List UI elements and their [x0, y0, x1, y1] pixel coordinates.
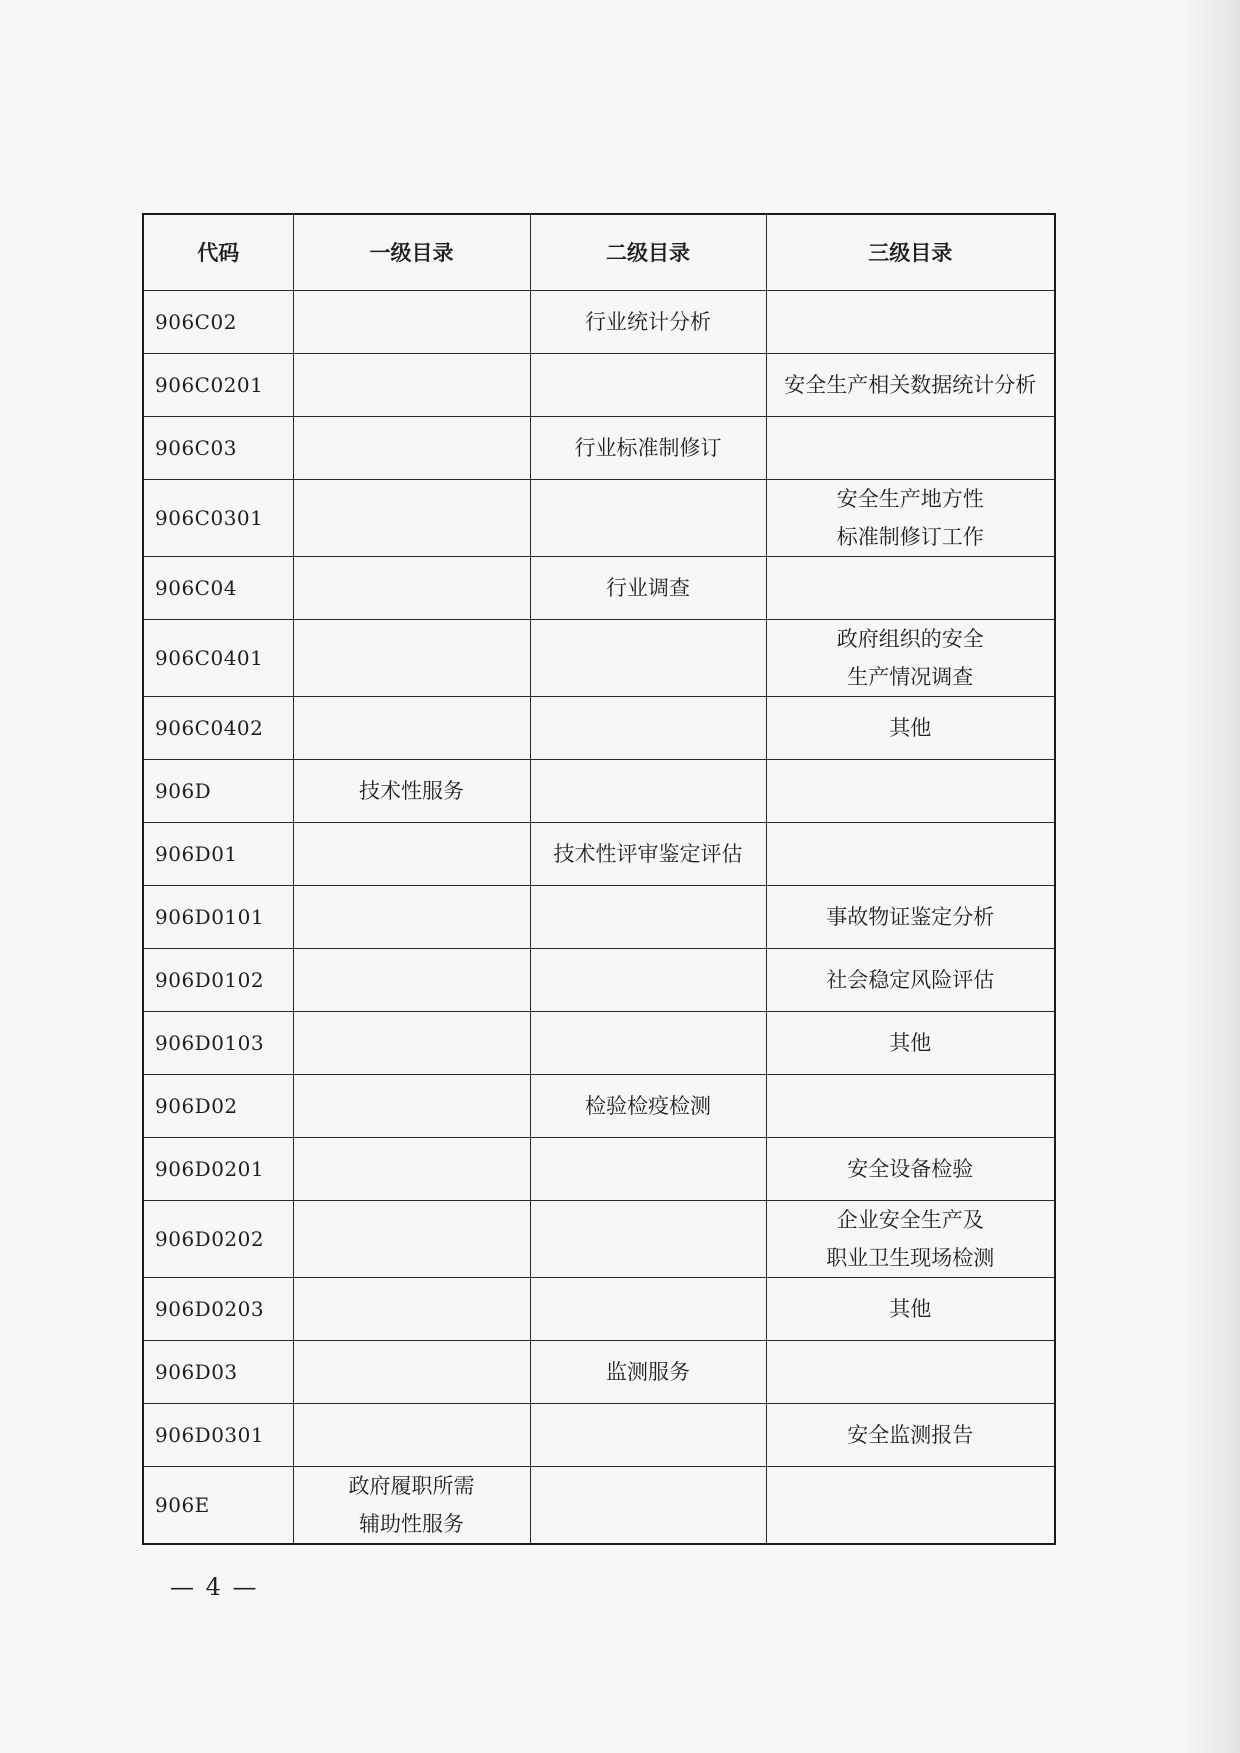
level2-cell [530, 697, 766, 760]
level1-cell [293, 480, 530, 557]
level3-cell: 其他 [766, 1012, 1055, 1075]
table-row [143, 480, 1055, 557]
level2-cell: 技术性评审鉴定评估 [530, 823, 766, 886]
table-row [143, 1467, 1055, 1545]
table-row [143, 949, 1055, 1012]
level1-cell [293, 1075, 530, 1138]
catalog-table [142, 213, 1056, 1545]
table-row [143, 1012, 1055, 1075]
level3-cell: 安全生产地方性 标准制修订工作 [766, 480, 1055, 557]
code-cell: 906C0201 [143, 354, 293, 417]
level3-cell [766, 417, 1055, 480]
level3-cell [766, 1341, 1055, 1404]
code-cell: 906D0103 [143, 1012, 293, 1075]
code-cell: 906E [143, 1467, 293, 1545]
header-level3: 三级目录 [766, 214, 1055, 291]
level1-cell [293, 291, 530, 354]
table-header-row [143, 214, 1055, 291]
level1-cell: 技术性服务 [293, 760, 530, 823]
code-cell: 906D0201 [143, 1138, 293, 1201]
level2-cell [530, 949, 766, 1012]
level1-cell [293, 1201, 530, 1278]
level2-cell: 监测服务 [530, 1341, 766, 1404]
code-cell: 906D02 [143, 1075, 293, 1138]
table-row [143, 620, 1055, 697]
level1-cell [293, 354, 530, 417]
code-cell: 906C0401 [143, 620, 293, 697]
level3-cell: 安全监测报告 [766, 1404, 1055, 1467]
level2-cell [530, 620, 766, 697]
level1-cell [293, 1341, 530, 1404]
level2-cell [530, 1404, 766, 1467]
level3-cell: 企业安全生产及 职业卫生现场检测 [766, 1201, 1055, 1278]
level3-cell: 安全设备检验 [766, 1138, 1055, 1201]
code-cell: 906D0301 [143, 1404, 293, 1467]
level2-cell [530, 1278, 766, 1341]
level1-cell [293, 886, 530, 949]
code-cell: 906D01 [143, 823, 293, 886]
level3-cell: 安全生产相关数据统计分析 [766, 354, 1055, 417]
level3-cell [766, 823, 1055, 886]
code-cell: 906D0202 [143, 1201, 293, 1278]
table-row [143, 557, 1055, 620]
level2-cell [530, 1138, 766, 1201]
level1-cell [293, 1012, 530, 1075]
level3-cell: 其他 [766, 1278, 1055, 1341]
table-row [143, 1278, 1055, 1341]
code-cell: 906D [143, 760, 293, 823]
code-cell: 906D0101 [143, 886, 293, 949]
level3-cell [766, 557, 1055, 620]
level3-cell [766, 1075, 1055, 1138]
table-row [143, 417, 1055, 480]
level1-cell [293, 620, 530, 697]
level1-cell [293, 1278, 530, 1341]
level2-cell: 行业标准制修订 [530, 417, 766, 480]
level2-cell [530, 886, 766, 949]
page-edge-shadow [1180, 0, 1240, 1753]
level1-cell: 政府履职所需 辅助性服务 [293, 1467, 530, 1545]
code-cell: 906C0402 [143, 697, 293, 760]
level3-cell [766, 291, 1055, 354]
code-cell: 906D03 [143, 1341, 293, 1404]
table-row [143, 823, 1055, 886]
table-row [143, 1404, 1055, 1467]
level2-cell [530, 1201, 766, 1278]
header-code: 代码 [143, 214, 293, 291]
page-number: — 4 — [170, 1573, 259, 1601]
code-cell: 906C03 [143, 417, 293, 480]
level2-cell: 行业调查 [530, 557, 766, 620]
table-row [143, 1201, 1055, 1278]
table-row [143, 1341, 1055, 1404]
level3-cell: 社会稳定风险评估 [766, 949, 1055, 1012]
table-row [143, 1138, 1055, 1201]
table-row [143, 354, 1055, 417]
level3-cell: 其他 [766, 697, 1055, 760]
level2-cell [530, 354, 766, 417]
code-cell: 906D0203 [143, 1278, 293, 1341]
table-row [143, 760, 1055, 823]
code-cell: 906C0301 [143, 480, 293, 557]
level1-cell [293, 417, 530, 480]
level1-cell [293, 557, 530, 620]
level2-cell: 检验检疫检测 [530, 1075, 766, 1138]
header-level2: 二级目录 [530, 214, 766, 291]
level2-cell [530, 1012, 766, 1075]
level1-cell [293, 1404, 530, 1467]
level3-cell: 政府组织的安全 生产情况调查 [766, 620, 1055, 697]
level1-cell [293, 697, 530, 760]
level1-cell [293, 823, 530, 886]
level1-cell [293, 1138, 530, 1201]
level2-cell [530, 760, 766, 823]
level3-cell [766, 1467, 1055, 1545]
code-cell: 906C04 [143, 557, 293, 620]
table-row [143, 886, 1055, 949]
table-row [143, 291, 1055, 354]
code-cell: 906C02 [143, 291, 293, 354]
level3-cell: 事故物证鉴定分析 [766, 886, 1055, 949]
level2-cell: 行业统计分析 [530, 291, 766, 354]
level3-cell [766, 760, 1055, 823]
table-body [143, 291, 1055, 1545]
level1-cell [293, 949, 530, 1012]
table-row [143, 697, 1055, 760]
level2-cell [530, 480, 766, 557]
header-level1: 一级目录 [293, 214, 530, 291]
code-cell: 906D0102 [143, 949, 293, 1012]
table-row [143, 1075, 1055, 1138]
level2-cell [530, 1467, 766, 1545]
